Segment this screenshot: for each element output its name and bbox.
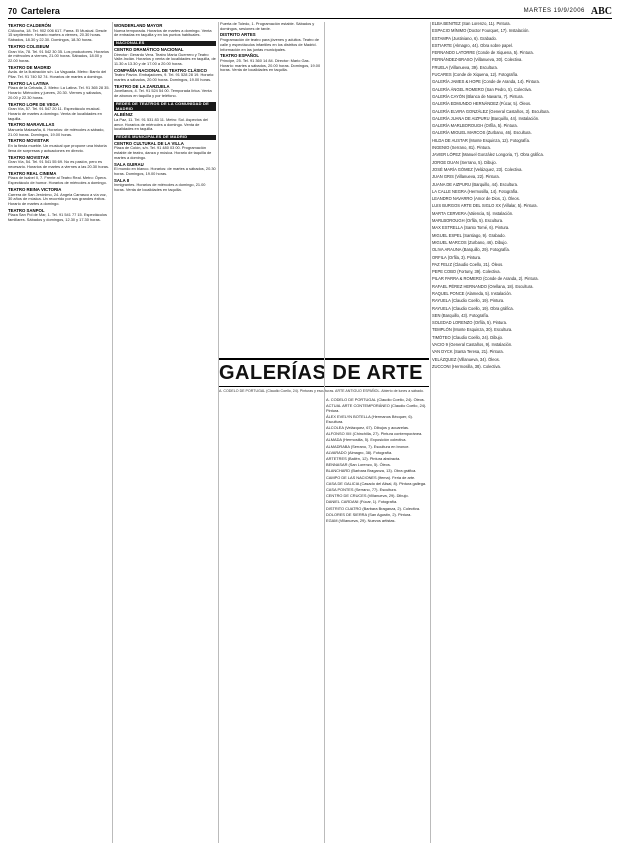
gallery-listing: RAFAEL PÉREZ HERNANDO (Orellana, 18). Escultura. bbox=[432, 283, 534, 289]
venue-name: TEATRO ESPAÑOL bbox=[220, 53, 259, 59]
gallery-listing: ALVARADO (Almagro, 38). Fotografía. bbox=[326, 449, 393, 455]
venue-name: TEATRO COLISEUM bbox=[8, 43, 50, 49]
venue-listing: Manuela Malasaña, 6. Horarios: de miércoles a sábado, 21.00 horas. Domingos, 19.00 horas. bbox=[8, 127, 105, 137]
gallery-listing: JUAN GRIS (Villanueva, 22). Pintura. bbox=[432, 174, 500, 180]
gallery-listing: CASA PONTES (Serrano, 77). Escultura. bbox=[326, 487, 397, 493]
section-title: Cartelera bbox=[20, 6, 60, 16]
venue-name: CENTRO CULTURAL DE LA VILLA bbox=[114, 140, 184, 146]
issue-date: MARTES 19/9/2006 bbox=[523, 8, 585, 14]
gallery-listing: VELÁZQUEZ (Villanueva, 34). Óleos. bbox=[432, 356, 500, 362]
venue-name: WONDERLAND MAYOR bbox=[114, 23, 163, 28]
gallery-listing: ALCOLEA (Velázquez, 67). Dibujos y acuarelas. bbox=[326, 425, 410, 431]
venue-name: TEATRO REINA VICTORIA bbox=[8, 186, 62, 192]
gallery-listing: ALFONSO XIII (Chinchilla, 27). Pintura contemporánea. bbox=[326, 431, 423, 437]
gallery-listing: JOSÉ MARÍA GÓMEZ (Velázquez, 23). Colectiva. bbox=[432, 166, 523, 172]
column-4 bbox=[326, 398, 428, 843]
gallery-listing: RAYUELA (Claudio Coello, 19). Obra gráfica. bbox=[432, 305, 514, 311]
gallery-listing: OLIVA ARAUNA (Barquillo, 29). Fotografía. bbox=[432, 247, 510, 253]
gallery-listing: JUANA DE AIZPURU (Barquillo, 44). Escultura. bbox=[432, 181, 518, 187]
gallery-listing: ORFILA (Orfila, 3). Pintura. bbox=[432, 254, 482, 260]
venue-name: TEATRO CALDERÓN bbox=[8, 23, 51, 28]
column-divider bbox=[218, 22, 219, 843]
venue-name: TEATRO DE MADRID bbox=[8, 64, 51, 70]
venue-listing: La Paz, 11. Tel. 91 531 83 11. Metro: Sol. Aspectos del amor. Horarios de miércoles a domingo. Venta de localidades en taquilla. bbox=[114, 116, 209, 132]
venue-name: TEATRO DE LA ZARZUELA bbox=[114, 83, 170, 89]
gallery-listing: DOLORES DE SIERRA (San Agustín, 2). Pintura. bbox=[326, 511, 412, 517]
venue-name: SALA II bbox=[114, 177, 130, 183]
gallery-listing: GALERÍA EDMUNDO HERNÁNDEZ (Fúcar, 5). Óleos. bbox=[432, 101, 532, 107]
gallery-listing: FERNÁNDEZ-BRASO (Villanueva, 30). Colectiva. bbox=[432, 57, 523, 63]
gallery-listing: MIGUEL MARCOS (Zurbano, 46). Dibujo. bbox=[432, 239, 508, 245]
section-banner: REDES MUNICIPALES DE MADRID bbox=[114, 135, 216, 140]
gallery-listing: INGENIO (Serrano, 81). Pintura. bbox=[432, 145, 491, 151]
venue-name: TEATRO MARAVILLAS bbox=[8, 122, 55, 128]
venue-listing: Jovellanos, 4. Tel. 91 524 54 00. Temporada lírica. Venta de abonos en taquilla y por teléfono. bbox=[114, 88, 212, 99]
gallery-listing: ÁLEX EVELYN BOTELLA (Hermanos Bécquer, 6). Escultura. bbox=[326, 414, 413, 424]
venue-listing: Príncipe, 25. Tel. 91 360 14 84. Director: Mario Gas. Horario: martes a sábados, 20.00 horas. Domingos, 19.00 horas. Venta de localidades en taquilla. bbox=[220, 57, 321, 73]
venue-listing: Gran Vía, 54. Tel. 91 541 55 69. No es pasión, pero es necesario. Horarios de martes a viernes a las 20.30 horas. bbox=[8, 159, 109, 169]
gallery-listing: RAQUEL PONCE (Alameda, 5). Instalación. bbox=[432, 290, 512, 296]
gallery-listing: EGAM (Villanueva, 29). Nuevos artistas. bbox=[326, 518, 396, 524]
venue-listing: Gran Vía, 78. Tel. 91 542 30 35. Los productores. Horarios de miércoles a viernes, 21.00 horas. Sábados, 18.00 y 22.00 horas. bbox=[8, 48, 109, 63]
gallery-listing: ESPACIO MÍNIMO (Doctor Fourquet, 17). Instalación. bbox=[432, 28, 530, 34]
venue-listing: Carrera de San Jerónimo, 24. Angela Carrasco a vía voz, 30 años de música. Un recorrido por sus grandes éxitos. Horario de martes a domingo. bbox=[8, 191, 107, 206]
venue-listing: Inmigrantes. Horarios de miércoles a domingo, 21.00 horas. Venta de localidades en taquilla. bbox=[114, 182, 206, 193]
venue-name: TEATRO LOPE DE VEGA bbox=[8, 101, 59, 107]
gallery-listing: GALERÍA ELVIRA GONZÁLEZ (General Castaños, 3). Escultura. bbox=[432, 108, 550, 114]
gallery-listing: MIGUEL ESPEL (Santiago, 9). Grabado. bbox=[432, 232, 506, 238]
venue-listing: Plaza de Colón, s/n. Tel. 91 480 03 00. Programación estable de teatro, danza y música. Horario de taquilla de martes a domingo. bbox=[114, 145, 212, 160]
gallery-listing: FERNANDO LATORRE (Conde de Xiquena, 5). Pintura. bbox=[432, 50, 534, 56]
gallery-listing: JORGE DUAN (Serrano, 5). Dibujo. bbox=[432, 159, 497, 165]
gallery-listing: JAVIER LÓPEZ (Manuel González Longoria, 7). Obra gráfica. bbox=[432, 152, 544, 158]
gallery-listing: MARLBOROUGH (Orfila, 5). Escultura. bbox=[432, 218, 504, 224]
section-banner: NACIONALES bbox=[114, 41, 216, 46]
venue-listing: Puerta de Toledo, 1. Programación estable. Sábados y domingos, sesiones de tarde. bbox=[220, 22, 315, 31]
venue-listing: Teatro Pavón. Embajadores, 9. Tel. 91 528 28 19. Horario: martes a sábados, 20.00 horas. Domingos, 19.00 horas. bbox=[114, 72, 215, 83]
gallery-listing: CENTRO DE CRUCES (Villanueva, 29). Dibujo. bbox=[326, 493, 409, 499]
venue-name: CENTRO DRAMÁTICO NACIONAL bbox=[114, 46, 184, 52]
gallery-listing: LUIS BURGOS ARTE DEL SIGLO XX (Villalar, 5). Pintura. bbox=[432, 203, 538, 209]
gallery-listing: VAN DYCK (Santa Teresa, 21). Pintura. bbox=[432, 349, 504, 355]
venue-name: TEATRO REAL CINEMA bbox=[8, 170, 57, 176]
venue-listing: C/Atocha, 18. Tel. 902 006 617. Fama. El Musical. Desde 15 septiembre. Horario martes a viernes, 20.30 horas. Sábados, 18.30 y 22.30. Domingos, 18.30 horas. bbox=[8, 27, 107, 43]
gallery-listing: HILDA DE AUSTAR (Monte Esquinza, 12). Fotografía. bbox=[432, 137, 530, 143]
gallery-listing: LEANDRO NAVARRO (Amor de Dios, 1). Óleos. bbox=[432, 196, 520, 202]
gallery-listing: LA CALLE NEGRA (Hermosilla, 14). Fotografía. bbox=[432, 188, 519, 194]
column-divider bbox=[324, 22, 325, 843]
section-banner: REDES DE TEATROS DE LA COMUNIDAD DE MADRID bbox=[114, 102, 216, 111]
gallery-listing: GALERÍA MARLBOROUGH (Orfila, 5). Pintura. bbox=[432, 123, 518, 129]
gallery-listing: MARTA CERVERA (Valencia, 5). Instalación. bbox=[432, 210, 514, 216]
gallery-listing: ESTAMPA (Justiniano, 6). Grabado. bbox=[432, 35, 497, 41]
gallery-listing: MAX ESTRELLA (Santo Tomé, 6). Pintura. bbox=[432, 225, 510, 231]
gallery-listing: BENNASAR (San Lorenzo, 5). Óleos. bbox=[326, 462, 391, 468]
column-divider bbox=[430, 22, 431, 843]
gallery-listing: ARTETRES (Bailén, 12). Pintura abstracta. bbox=[326, 456, 401, 462]
gallery-listing: PAZ FELIZ (Claudio Coello, 21). Óleos. bbox=[432, 261, 504, 267]
venue-listing: En la fiesta mueble. Un musical que propone una historia llena de sorpresas y actuaciones en directo. bbox=[8, 143, 107, 153]
gallery-listing: ELBA BENÍTEZ (San Lorenzo, 11). Pintura. bbox=[432, 22, 511, 26]
gallery-listing: ACTUAL ARTE CONTEMPORÁNEO (Claudio Coello, 24). Pintura. bbox=[326, 403, 427, 413]
gallery-listing: GALERÍA ÁNGEL ROMERO (San Pedro, 5). Colectiva. bbox=[432, 86, 532, 92]
gallery-listing: ZUCCONI (Hermosilla, 38). Colectiva. bbox=[432, 363, 501, 369]
gallery-listing: BLANCHARD (Barbara Braganza, 13). Obra gráfica. bbox=[326, 468, 417, 474]
gallery-listing: GALERÍA MIGUEL MARCOS (Zurbano, 46). Escultura. bbox=[432, 130, 532, 136]
venue-listing: Director: Gerardo Vera. Teatro María Guerrero y Teatro Valle-Inclán. Horarios y venta de localidades en taquilla, de 11.30 a 13.30 y de 17.00 a 20.00 horas. bbox=[114, 51, 216, 66]
gallery-listing: VACIO 9 (General Castaños, 9). Instalación. bbox=[432, 342, 513, 348]
gallery-listing: PEPE COBO (Fortuny, 39). Colectiva. bbox=[432, 269, 501, 275]
venue-listing: Avda. de la Ilustración s/n. La Vaguada. Metro: Barrio del Pilar. Tel. 91 740 52 74. Horarios de martes a domingo. bbox=[8, 69, 107, 80]
venue-name: TEATRO LA LATINA bbox=[8, 80, 49, 86]
venue-name: SALA GUIRAU bbox=[114, 161, 144, 167]
column-5 bbox=[432, 22, 612, 843]
gallery-listing: CAMPO DE LAS NACIONES (Ifema). Feria de arte. bbox=[326, 474, 416, 480]
column-3 bbox=[220, 22, 322, 355]
gallery-listing: ALMADA (Hermosilla, 5). Exposición colectiva. bbox=[326, 437, 407, 443]
gallery-listing: ESTIARTE (Almagro, 44). Obra sobre papel. bbox=[432, 42, 513, 48]
page-number: 70 bbox=[8, 6, 17, 16]
venue-listing: El mundo en blanco. Horarios: de martes a sábados, 20.30 horas. Domingos, 19.00 horas. bbox=[114, 166, 216, 176]
gallery-listing: TEMPLÓN (Monte Esquinza, 30). Escultura. bbox=[432, 327, 513, 333]
column-1 bbox=[8, 22, 110, 843]
newspaper-logo: ABC bbox=[590, 5, 612, 17]
venue-listing: Nueva temporada. Horarios de martes a domingo. Venta de entradas en taquilla y en los puntos habituales. bbox=[114, 27, 212, 38]
page-header bbox=[8, 4, 612, 19]
column-divider bbox=[112, 22, 113, 843]
venue-listing: Gran Vía, 57. Tel. 91 547 20 11. Espectáculo musical. Horario de martes a domingo. Venta de localidades en taquilla. bbox=[8, 106, 102, 121]
venue-name: TEATRO SANPOL bbox=[8, 207, 45, 213]
gallery-listing: GALERÍA JAMES & HOPE (Conde de Aranda, 14). Pintura. bbox=[432, 79, 540, 85]
gallery-listing: CASA DE GALICIA (Casado del Alisal, 8). Pintura gallega. bbox=[326, 480, 427, 486]
column-3-galleries bbox=[220, 398, 322, 843]
gallery-listing: GALERÍA JUANA DE AIZPURU (Barquillo, 44). Instalación. bbox=[432, 115, 540, 121]
gallery-listing: ALMADRABA (Serrano, 7). Escultura en bronce. bbox=[326, 443, 410, 449]
venue-name: DISTRITO ARTES bbox=[220, 32, 256, 38]
galerias-intro: A. CODELO DE PORTUGAL (Claudio Coello, 24). Pinturas y esculturas. ARTE ANTIGUO ESPAÑOL. Abierto de lunes a sábado. bbox=[219, 389, 424, 393]
gallery-listing: SOLEDAD LORENZO (Orfila, 5). Pintura. bbox=[432, 320, 508, 326]
venue-name: COMPAÑÍA NACIONAL DE TEATRO CLÁSICO bbox=[114, 67, 207, 73]
venue-name: ALBÉNIZ bbox=[114, 112, 133, 118]
venue-listing: Programación de teatro para jóvenes y adultos. Teatro de calle y espectáculos infantiles en los distritos de Madrid. Información en las juntas municipales. bbox=[220, 37, 319, 52]
gallery-listing: SEN (Barquillo, 43). Fotografía. bbox=[432, 312, 490, 318]
venue-name: TEATRO MOVISTAR bbox=[8, 154, 49, 160]
gallery-listing: TIMÓTEO (Claudio Coello, 24). Dibujo. bbox=[432, 334, 503, 340]
gallery-listing: DISTRITO CUATRO (Barbara Braganza, 2). Colectiva. bbox=[326, 505, 421, 511]
gallery-listing: DANIEL CARDANI (Fúcar, 1). Fotografía. bbox=[326, 499, 398, 505]
venue-listing: Plaza San Pol de Mar, 1. Tel. 91 541 77 15. Espectáculos familiares. Sábados y domingos, 12.30 y 17.30 horas. bbox=[8, 212, 107, 223]
gallery-listing: A. CODELO DE PORTUGAL (Claudio Coello, 24). Óleos. bbox=[326, 398, 425, 402]
galerias-title: GALERÍAS DE ARTE bbox=[219, 358, 429, 387]
gallery-listing: FUCARES (Conde de Xiquena, 12). Fotografía. bbox=[432, 72, 519, 78]
venue-listing: Plaza de la Cebada, 2. Metro: La Latina. Tel. 91 365 28 35. Horario: Miércoles y jueves, 20.30. Viernes y sábados, 20.00 y 22.30 horas. bbox=[8, 85, 110, 100]
gallery-listing: RAYUELA (Claudio Coello, 19). Pintura. bbox=[432, 298, 505, 304]
gallery-listing: GALERÍA CAYÓN (Blanca de Navarra, 7). Pintura. bbox=[432, 93, 524, 99]
venue-name: TEATRO MOVISTAR bbox=[8, 138, 49, 144]
gallery-listing: PILAR PARRA & ROMERO (Conde de Aranda, 2). Pintura. bbox=[432, 276, 539, 282]
column-2 bbox=[114, 22, 216, 843]
gallery-listing: FRUELA (Villanueva, 39). Escultura. bbox=[432, 64, 498, 70]
venue-listing: Plaza de Isabel II, 7. Frente al Teatro Real. Metro: Ópera. Espectáculo de humor. Horarios de miércoles a domingo. bbox=[8, 175, 107, 186]
